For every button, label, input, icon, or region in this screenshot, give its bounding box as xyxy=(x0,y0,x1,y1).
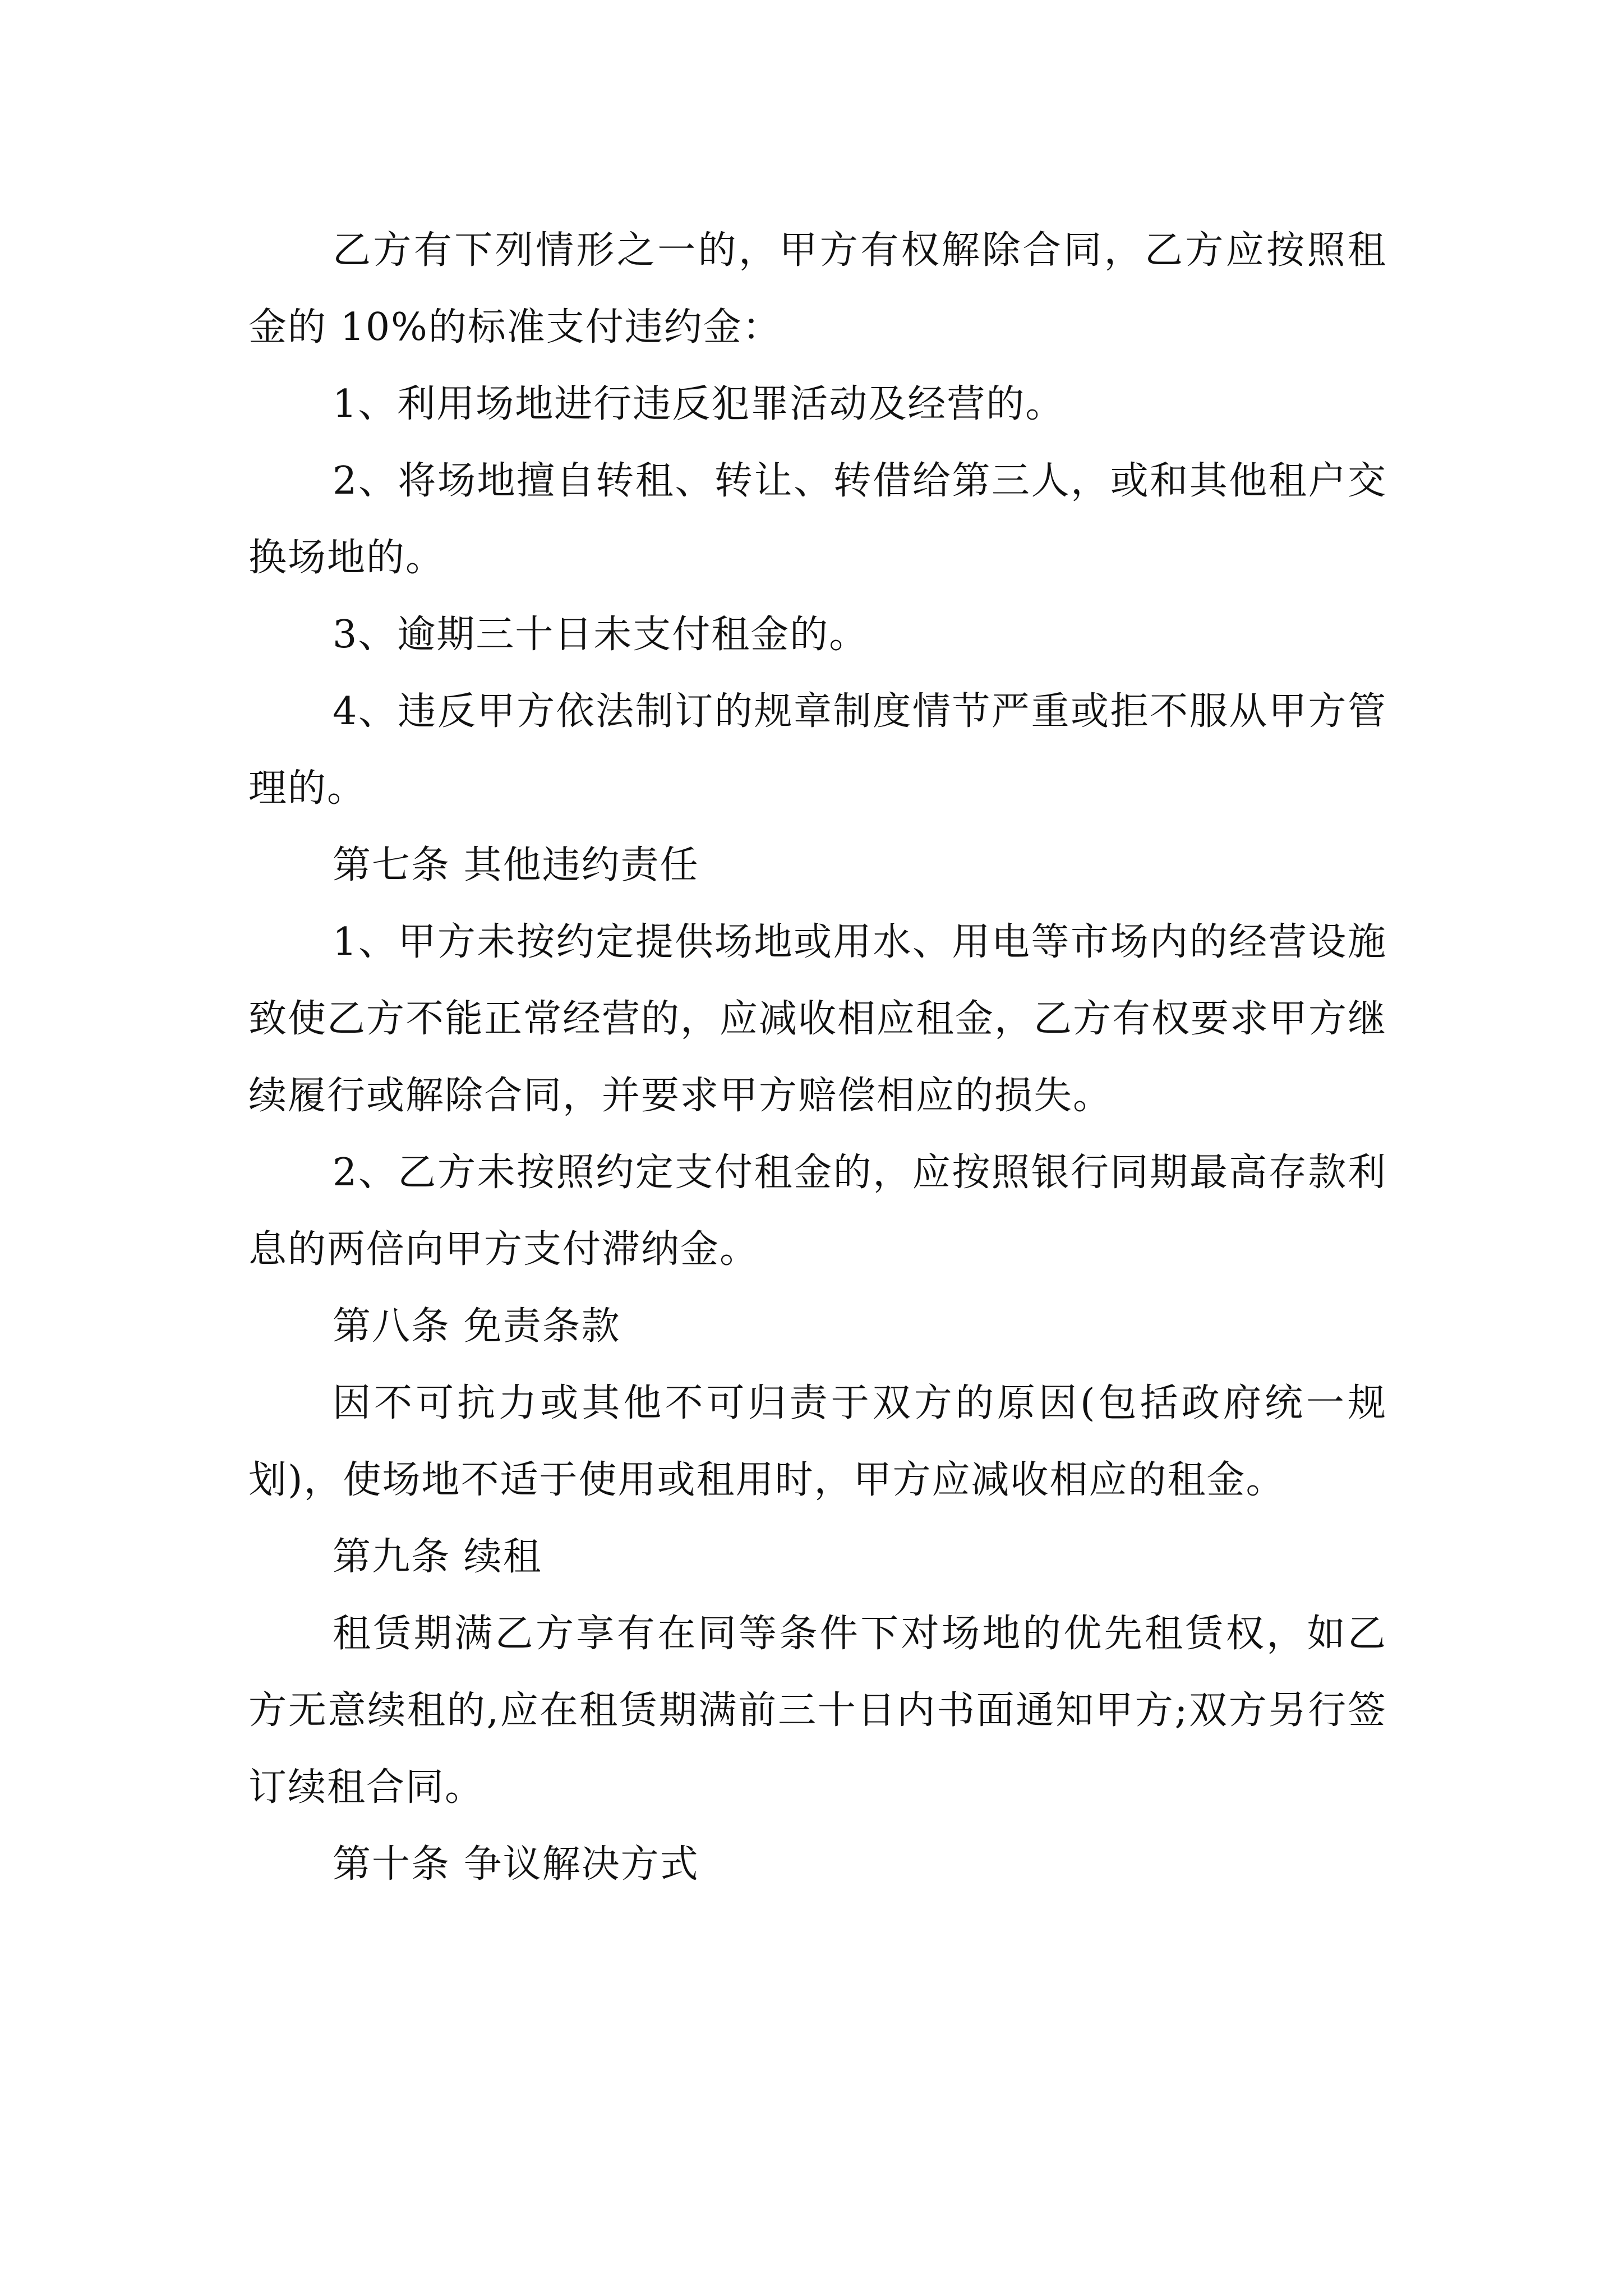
paragraph-item-4-rule-violation: 4、违反甲方依法制订的规章制度情节严重或拒不服从甲方管理的。 xyxy=(248,689,1387,811)
article-9-heading: 第九条 续租 xyxy=(333,1535,542,1579)
paragraph-item-2-sublease: 2、将场地擅自转租、转让、转借给第三人，或和其他租户交换场地的。 xyxy=(248,459,1387,580)
paragraph-article-8-body: 因不可抗力或其他不可归责于双方的原因(包括政府统一规划)，使场地不适于使用或租用时，甲方应减收相应的租金。 xyxy=(248,1381,1387,1502)
paragraph-article-7-item-2: 2、乙方未按照约定支付租金的，应按照银行同期最高存款利息的两倍向甲方支付滞纳金。 xyxy=(248,1151,1387,1272)
article-8-heading: 第八条 免责条款 xyxy=(333,1304,621,1349)
document-body xyxy=(248,212,1387,1903)
paragraph-article-7-item-1: 1、甲方未按约定提供场地或用水、用电等市场内的经营设施致使乙方不能正常经营的，应减收相应租金，乙方有权要求甲方继续履行或解除合同，并要求甲方赔偿相应的损失。 xyxy=(248,920,1387,1118)
paragraph-item-3-overdue-rent: 3、逾期三十日未支付租金的。 xyxy=(333,613,869,657)
paragraph-article-9-body: 租赁期满乙方享有在同等条件下对场地的优先租赁权，如乙方无意续租的,应在租赁期满前三十日内书面通知甲方;双方另行签订续租合同。 xyxy=(248,1612,1387,1810)
article-10-heading: 第十条 争议解决方式 xyxy=(333,1842,699,1887)
paragraph-breach-conditions: 乙方有下列情形之一的，甲方有权解除合同，乙方应按照租金的 10%的标准支付违约金： xyxy=(248,228,1387,349)
article-7-heading: 第七条 其他违约责任 xyxy=(333,843,699,887)
paragraph-item-1-illegal-use: 1、利用场地进行违反犯罪活动及经营的。 xyxy=(333,382,1065,426)
